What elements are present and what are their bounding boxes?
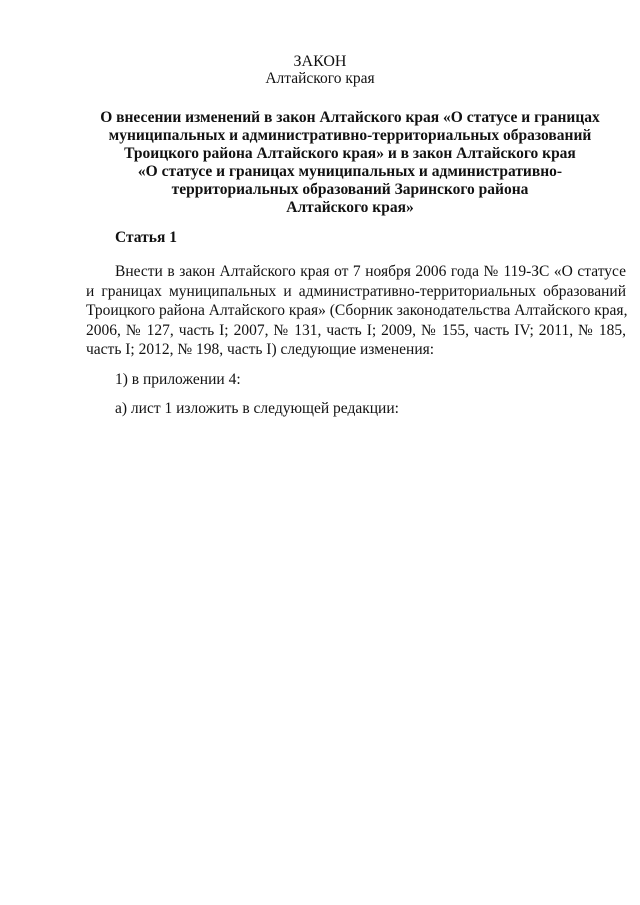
paragraph-line: 2006, № 127, часть I; 2007, № 131, часть I; 2009, № 155, часть IV; 2011, № 185,	[86, 321, 626, 339]
law-title-line: территориальных образований Заринского района	[171, 181, 529, 198]
law-title-line: Троицкого района Алтайского края» и в закон Алтайского края	[124, 145, 576, 162]
paragraph-line: часть I; 2012, № 198, часть I) следующие изменения:	[86, 341, 435, 358]
article-heading: Статья 1	[115, 229, 177, 246]
list-item: 1) в приложении 4:	[115, 371, 241, 388]
law-title-line: «О статусе и границах муниципальных и административно-	[137, 163, 563, 180]
paragraph-line: и границах муниципальных и административно-территориальных образований	[86, 282, 626, 300]
paragraph-line: Троицкого района Алтайского края» (Сборник законодательства Алтайского края,	[86, 302, 628, 319]
article-paragraph	[86, 262, 626, 360]
region-subheading: Алтайского края	[265, 70, 375, 87]
law-heading: ЗАКОН	[293, 53, 347, 70]
law-title-line: муниципальных и административно-территориальных образований	[108, 127, 592, 144]
paragraph-line: Внести в закон Алтайского края от 7 ноября 2006 года № 119-ЗС «О статусе	[115, 263, 626, 280]
law-title-line: Алтайского края»	[286, 199, 414, 216]
law-title-line: О внесении изменений в закон Алтайского края «О статусе и границах	[100, 109, 600, 126]
law-title	[80, 109, 620, 217]
list-item: а) лист 1 изложить в следующей редакции:	[115, 400, 399, 417]
